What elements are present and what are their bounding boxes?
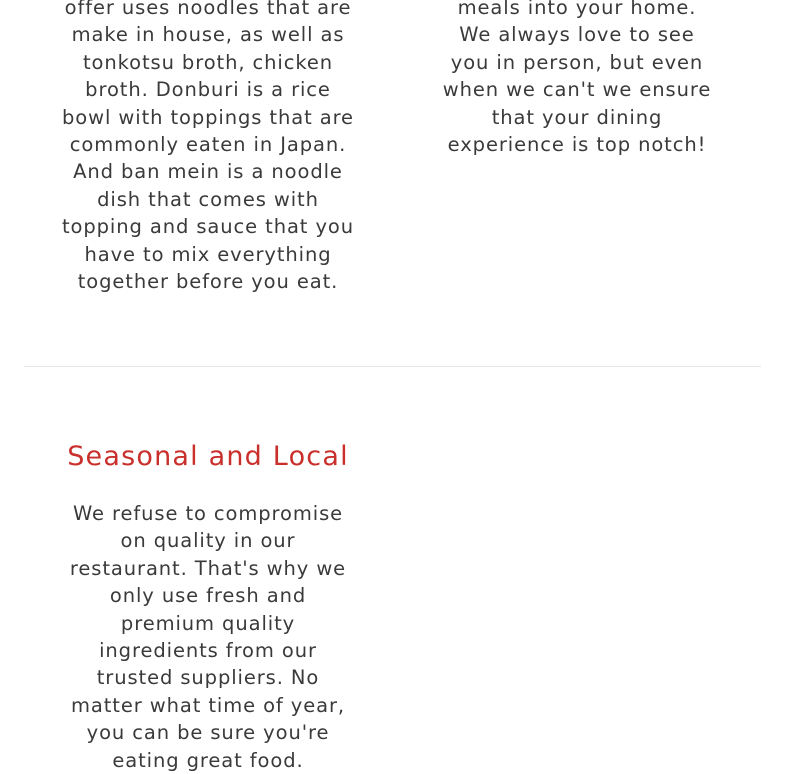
- menu-description-column: [60, 0, 356, 295]
- dining-experience-text: meals into your home. We always love to see you in person, but even when we can't we ensure that your dining experience is top notch!: [442, 0, 712, 157]
- seasonal-local-text: We refuse to compromise on quality in our restaurant. That's why we only use fresh and premium quality ingredients from our trusted suppliers. No matter what time of year, you can be sure you're eating great food.: [69, 502, 347, 772]
- seasonal-local-column: [60, 500, 356, 774]
- menu-description-text: offer uses noodles that are make in house, as well as tonkotsu broth, chicken broth. Donburi is a rice bowl with toppings that are commonly eaten in Japan. And ban mein is a noodle dish that comes with topping and sauce that you have to mix everything together before you eat.: [62, 0, 354, 294]
- seasonal-local-heading: Seasonal and Local: [67, 441, 349, 472]
- section-divider: [24, 366, 761, 367]
- dining-experience-column: [440, 0, 714, 158]
